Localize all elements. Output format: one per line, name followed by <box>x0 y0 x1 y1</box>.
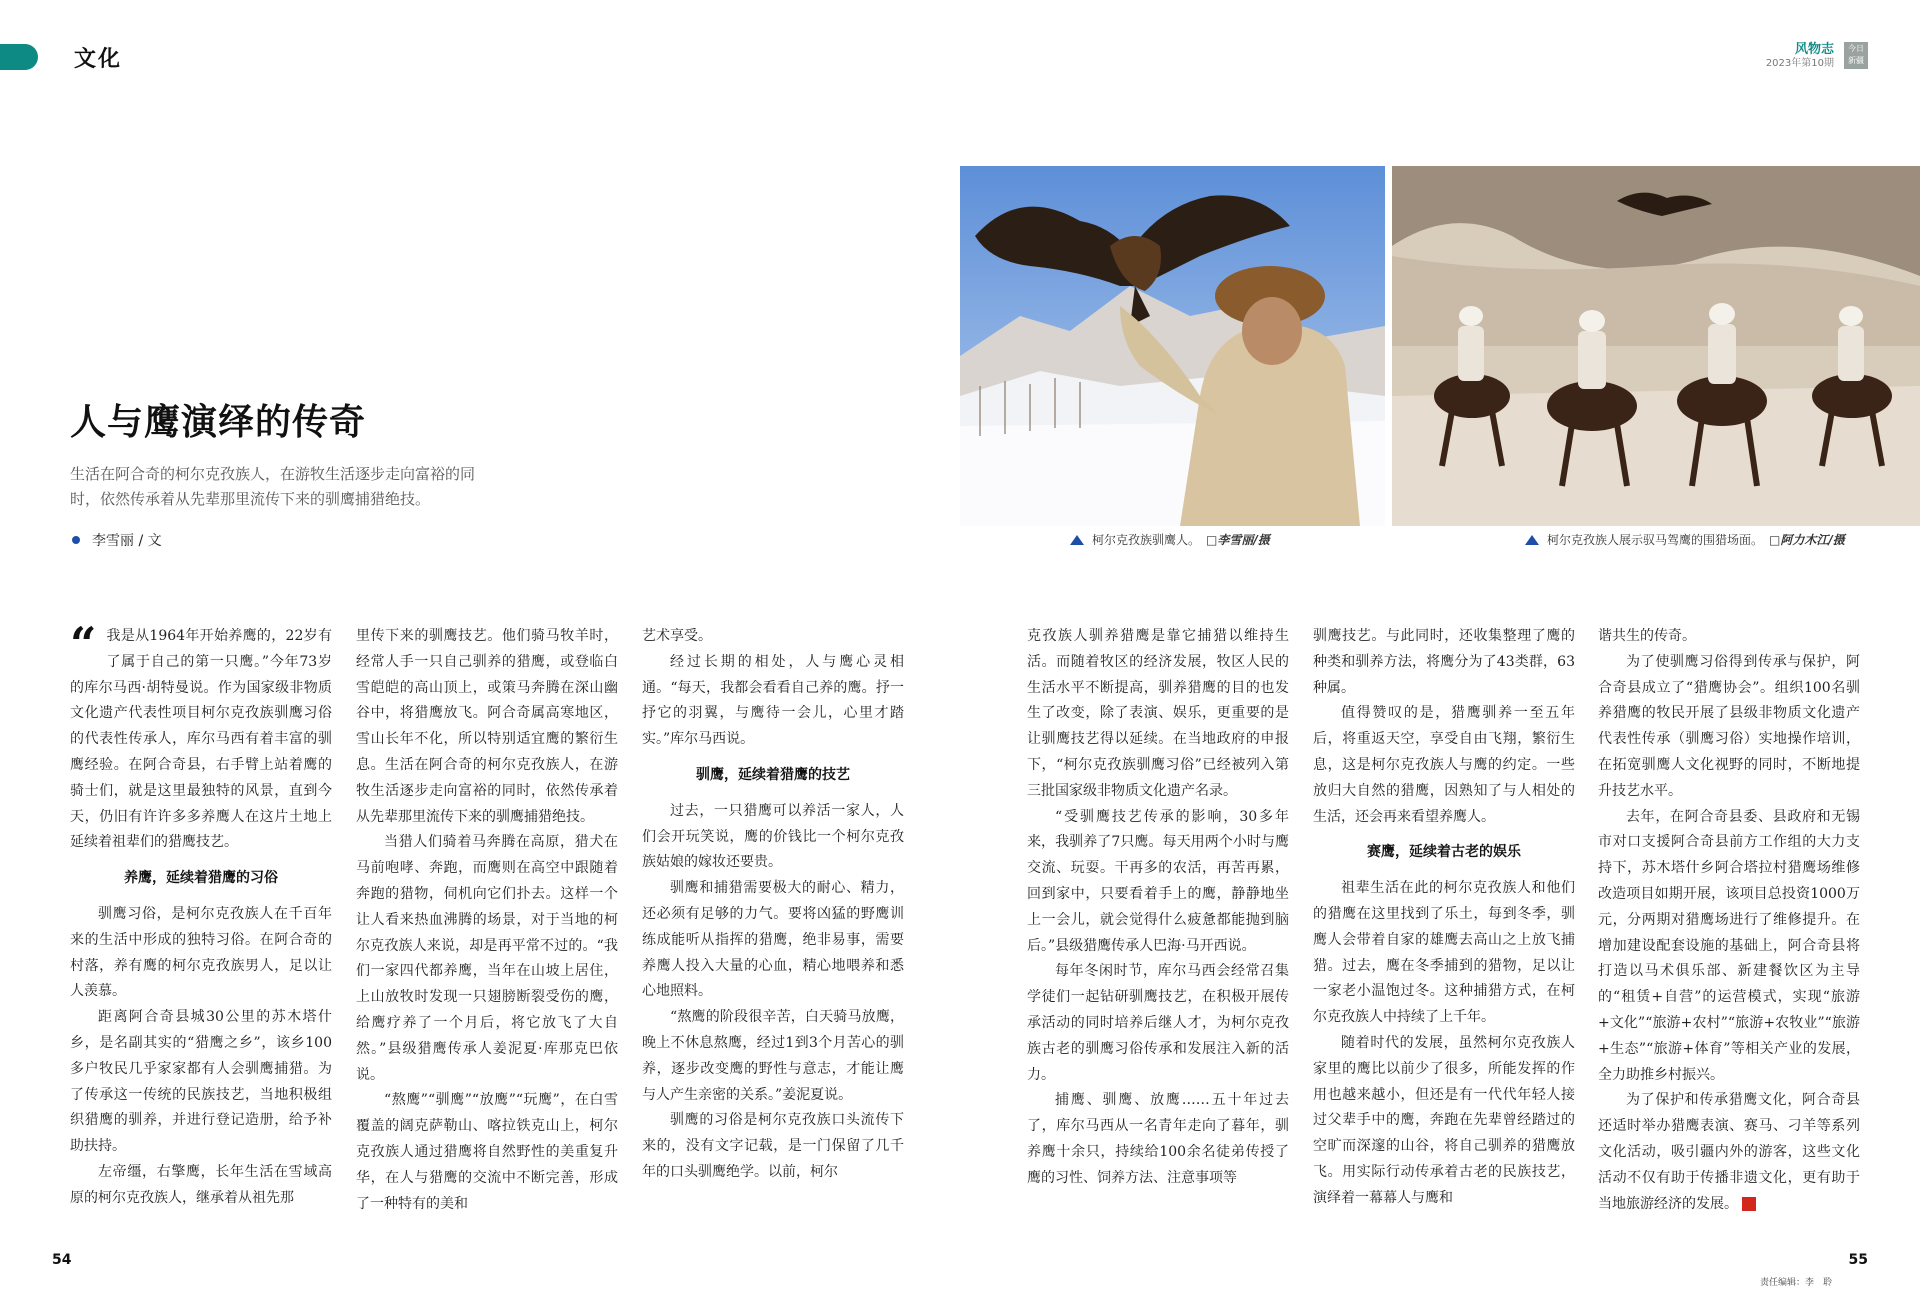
body-paragraph-text: 为了保护和传承猎鹰文化，阿合奇县还适时举办猎鹰表演、赛马、刁羊等系列文化活动，吸引疆内外的游客，这些文化活动不仅有助于传播非遗文化，更有助于当地旅游经济的发展。 <box>1598 1092 1860 1212</box>
badge-line-2: 新疆 <box>1848 56 1864 65</box>
page-number-right: 55 <box>1848 1252 1868 1268</box>
body-paragraph: “受驯鹰技艺传承的影响，30多年来，我驯养了7只鹰。每天用两个小时与鹰交流、玩耍。干再多的农活，再苦再累，回到家中，只要看着手上的鹰，静静地坐上一会儿，就会觉得什么疲惫都能抛到脑后。”县级猎鹰传承人巴海·马开西说。 <box>1027 808 1289 954</box>
byline <box>72 530 162 550</box>
body-paragraph: 值得赞叹的是，猎鹰驯养一至五年后，将重返天空，享受自由飞翔，繁衍生息，这是柯尔克孜族人与鹰的约定。一些放归大自然的猎鹰，因熟知了与人相处的生活，还会再来看望养鹰人。 <box>1313 705 1575 825</box>
body-paragraph: 每年冬闲时节，库尔马西会经常召集学徒们一起钻研驯鹰技艺，在积极开展传承活动的同时培养后继人才，为柯尔克孜族古老的驯鹰习俗传承和发展注入新的活力。 <box>1027 963 1289 1083</box>
body-paragraph: “熬鹰的阶段很辛苦，白天骑马放鹰，晚上不休息熬鹰，经过1到3个月苦心的驯养，逐步改变鹰的野性与意志，才能让鹰与人产生亲密的关系。”姜泥夏说。 <box>642 1009 904 1103</box>
photo-eagle-handler <box>960 166 1385 526</box>
body-paragraph: 去年，在阿合奇县委、县政府和无锡市对口支援阿合奇县前方工作组的大力支持下，苏木塔什乡阿合塔拉村猎鹰场维修改造项目如期开展，该项目总投资1000万元，分两期对猎鹰场进行了维修提升。在增加建设配套设施的基础上，阿合奇县将打造以马术俱乐部、新建餐饮区为主导的“租赁+自营”的运营模式，实现“旅游+文化”“旅游+农村”“旅游+农牧业”“旅游+生态”“旅游+体育”等相关产业的发展，全力助推乡村振兴。 <box>1598 808 1860 1083</box>
caption-triangle-icon <box>1525 535 1539 545</box>
caption-credit-1: □李雪丽/摄 <box>1206 533 1270 547</box>
brand-name: 风物志 <box>1794 42 1834 57</box>
editor-credit: 责任编辑：李 聆 <box>1759 1278 1832 1288</box>
page-number-left: 54 <box>52 1252 72 1268</box>
body-paragraph: 距离阿合奇县城30公里的苏木塔什乡，是名副其实的“猎鹰之乡”，该乡100多户牧民几乎家家都有人会驯鹰捕猎。为了传承这一传统的民族技艺，当地积极组织猎鹰的驯养，并进行登记造册，给予补助扶持。 <box>70 1009 332 1155</box>
body-paragraph <box>1598 1088 1860 1217</box>
caption-credit-2: □阿力木江/摄 <box>1769 533 1845 547</box>
issue-number: 2023年第10期 <box>1765 58 1834 69</box>
badge-line-1: 今日 <box>1848 44 1864 53</box>
body-column-6 <box>1598 624 1860 1217</box>
body-paragraph: 为了使驯鹰习俗得到传承与保护，阿合奇县成立了“猎鹰协会”。组织100名驯养猎鹰的牧民开展了县级非物质文化遗产代表性传承（驯鹰习俗）实地操作培训，在拓宽驯鹰人文化视野的同时，不断地提升技艺水平。 <box>1598 653 1860 799</box>
caption-text-2: 柯尔克孜族人展示驭马驾鹰的围猎场面。 <box>1547 533 1764 547</box>
caption-triangle-icon <box>1070 535 1084 545</box>
body-paragraph: 驯鹰的习俗是柯尔克孜族口头流传下来的，没有文字记载，是一门保留了几千年的口头驯鹰绝学。以前，柯尔 <box>642 1112 904 1180</box>
body-paragraph: “熬鹰”“驯鹰”“放鹰”“玩鹰”，在白雪覆盖的阔克萨勒山、喀拉铁克山上，柯尔克孜族人通过猎鹰将自然野性的美重复升华，在人与猎鹰的交流中不断完善，形成了一种特有的美和 <box>356 1092 618 1212</box>
body-paragraph: 经过长期的相处，人与鹰心灵相通。“每天，我都会看看自己养的鹰。抒一抒它的羽翼，与鹰待一会儿，心里才踏实。”库尔马西说。 <box>642 653 904 748</box>
body-paragraph: 艺术享受。 <box>642 628 712 644</box>
body-paragraph: 驯鹰习俗，是柯尔克孜族人在千百年来的生活中形成的独特习俗。在阿合奇的村落，养有鹰的柯尔克孜族男人，足以让人羡慕。 <box>70 905 332 1000</box>
byline-text: 李雪丽 / 文 <box>92 533 162 549</box>
body-column-2 <box>356 624 618 1217</box>
magazine-brand <box>1766 42 1834 70</box>
body-column-3 <box>642 624 904 1186</box>
body-paragraph: 祖辈生活在此的柯尔克孜族人和他们的猎鹰在这里找到了乐土，每到冬季，驯鹰人会带着自家的雄鹰去高山之上放飞捕猎。过去，鹰在冬季捕到的猎物，足以让一家老小温饱过冬。这种捕猎方式，在柯尔克孜族人中持续了上千年。 <box>1313 880 1575 1026</box>
section-label: 文化 <box>74 47 123 72</box>
body-paragraph: 当猎人们骑着马奔腾在高原，猎犬在马前咆哮、奔跑，而鹰则在高空中跟随着奔跑的猎物，伺机向它们扑去。这样一个让人看来热血沸腾的场景，对于当地的柯尔克孜族人来说，却是再平常不过的。“我们一家四代都养鹰，当年在山坡上居住，上山放牧时发现一只翅膀断裂受伤的鹰，给鹰疗养了一个月后，将它放飞了大自然。”县级猎鹰传承人姜泥夏·库那克巴依说。 <box>356 834 618 1083</box>
body-paragraph: 过去，一只猎鹰可以养活一家人，人们会开玩笑说，鹰的价钱比一个柯尔克孜族姑娘的嫁妆还要贵。 <box>642 802 904 871</box>
body-column-4 <box>1027 624 1289 1192</box>
byline-dot-icon <box>72 536 80 544</box>
caption-text-1: 柯尔克孜族驯鹰人。 <box>1092 533 1201 547</box>
quote-mark-icon: “ <box>70 617 97 671</box>
body-paragraph-text: 我是从1964年开始养鹰的，22岁有了属于自己的第一只鹰。”今年73岁的库尔马西·胡特曼说。作为国家级非物质文化遗产代表性项目柯尔克孜族驯鹰习俗的代表性传承人，库尔马西有着丰富的驯鹰经验。在阿合奇县，右手臂上站着鹰的骑士们，就是这里最独特的风景，直到今天，仍旧有许许多多养鹰人在这片土地上延续着祖辈们的猎鹰技艺。 <box>70 628 332 851</box>
article-title: 人与鹰演绎的传奇 <box>70 402 367 443</box>
section-tab-marker <box>0 44 38 70</box>
body-paragraph: 谐共生的传奇。 <box>1598 628 1696 644</box>
body-paragraph: 里传下来的驯鹰技艺。他们骑马牧羊时，经常人手一只自己驯养的猎鹰，或登临白雪皑皑的高山顶上，或策马奔腾在深山幽谷中，将猎鹰放飞。阿合奇属高寒地区，雪山长年不化，所以特别适宜鹰的繁衍生息。生活在阿合奇的柯尔克孜族人，在游牧生活逐步走向富裕的同时，依然传承着从先辈那里流传下来的驯鹰捕猎绝技。 <box>356 628 618 825</box>
end-of-article-icon: J <box>1742 1197 1756 1211</box>
body-paragraph: 克孜族人驯养猎鹰是靠它捕猎以维持生活。而随着牧区的经济发展，牧区人民的生活水平不断提高，驯养猎鹰的目的也发生了改变，除了表演、娱乐，更重要的是让驯鹰技艺得以延续。在当地政府的申报下，“柯尔克孜族驯鹰习俗”已经被列入第三批国家级非物质文化遗产名录。 <box>1027 628 1289 799</box>
photo-caption-1 <box>1070 531 1270 548</box>
body-paragraph: 左帝缰，右擎鹰，长年生活在雪域高原的柯尔克孜族人，继承着从祖先那 <box>70 1163 332 1206</box>
brand-badge <box>1844 42 1868 69</box>
body-paragraph: 捕鹰、驯鹰、放鹰……五十年过去了，库尔马西从一名青年走向了暮年，驯养鹰十余只，持续给100余名徒弟传授了鹰的习性、饲养方法、注意事项等 <box>1027 1092 1289 1186</box>
article-lede: 生活在阿合奇的柯尔克孜族人，在游牧生活逐步走向富裕的同时，依然传承着从先辈那里流传下来的驯鹰捕猎绝技。 <box>70 465 476 508</box>
subheading: 养鹰，延续着猎鹰的习俗 <box>124 870 278 887</box>
subheading: 赛鹰，延续着古老的娱乐 <box>1367 844 1521 861</box>
body-column-1 <box>70 617 332 1212</box>
photo-caption-2 <box>1525 531 1845 548</box>
subheading: 驯鹰，延续着猎鹰的技艺 <box>696 766 850 783</box>
photo-horseback-hunt <box>1392 166 1920 526</box>
body-paragraph: 随着时代的发展，虽然柯尔克孜族人家里的鹰比以前少了很多，所能发挥的作用也越来越小，但还是有一代代年轻人接过父辈手中的鹰，奔跑在先辈曾经踏过的空旷而深邃的山谷，将自己驯养的猎鹰放飞。用实际行动传承着古老的民族技艺，演绎着一幕幕人与鹰和 <box>1313 1034 1575 1206</box>
body-paragraph: 驯鹰技艺。与此同时，还收集整理了鹰的种类和驯养方法，将鹰分为了43类群，63种属。 <box>1313 628 1575 696</box>
body-paragraph: 驯鹰和捕猎需要极大的耐心、精力，还必须有足够的力气。要将凶猛的野鹰训练成能听从指挥的猎鹰，绝非易事，需要养鹰人投入大量的心血，精心地喂养和悉心地照料。 <box>642 880 904 1000</box>
body-column-5 <box>1313 624 1575 1212</box>
body-paragraph <box>70 617 332 856</box>
